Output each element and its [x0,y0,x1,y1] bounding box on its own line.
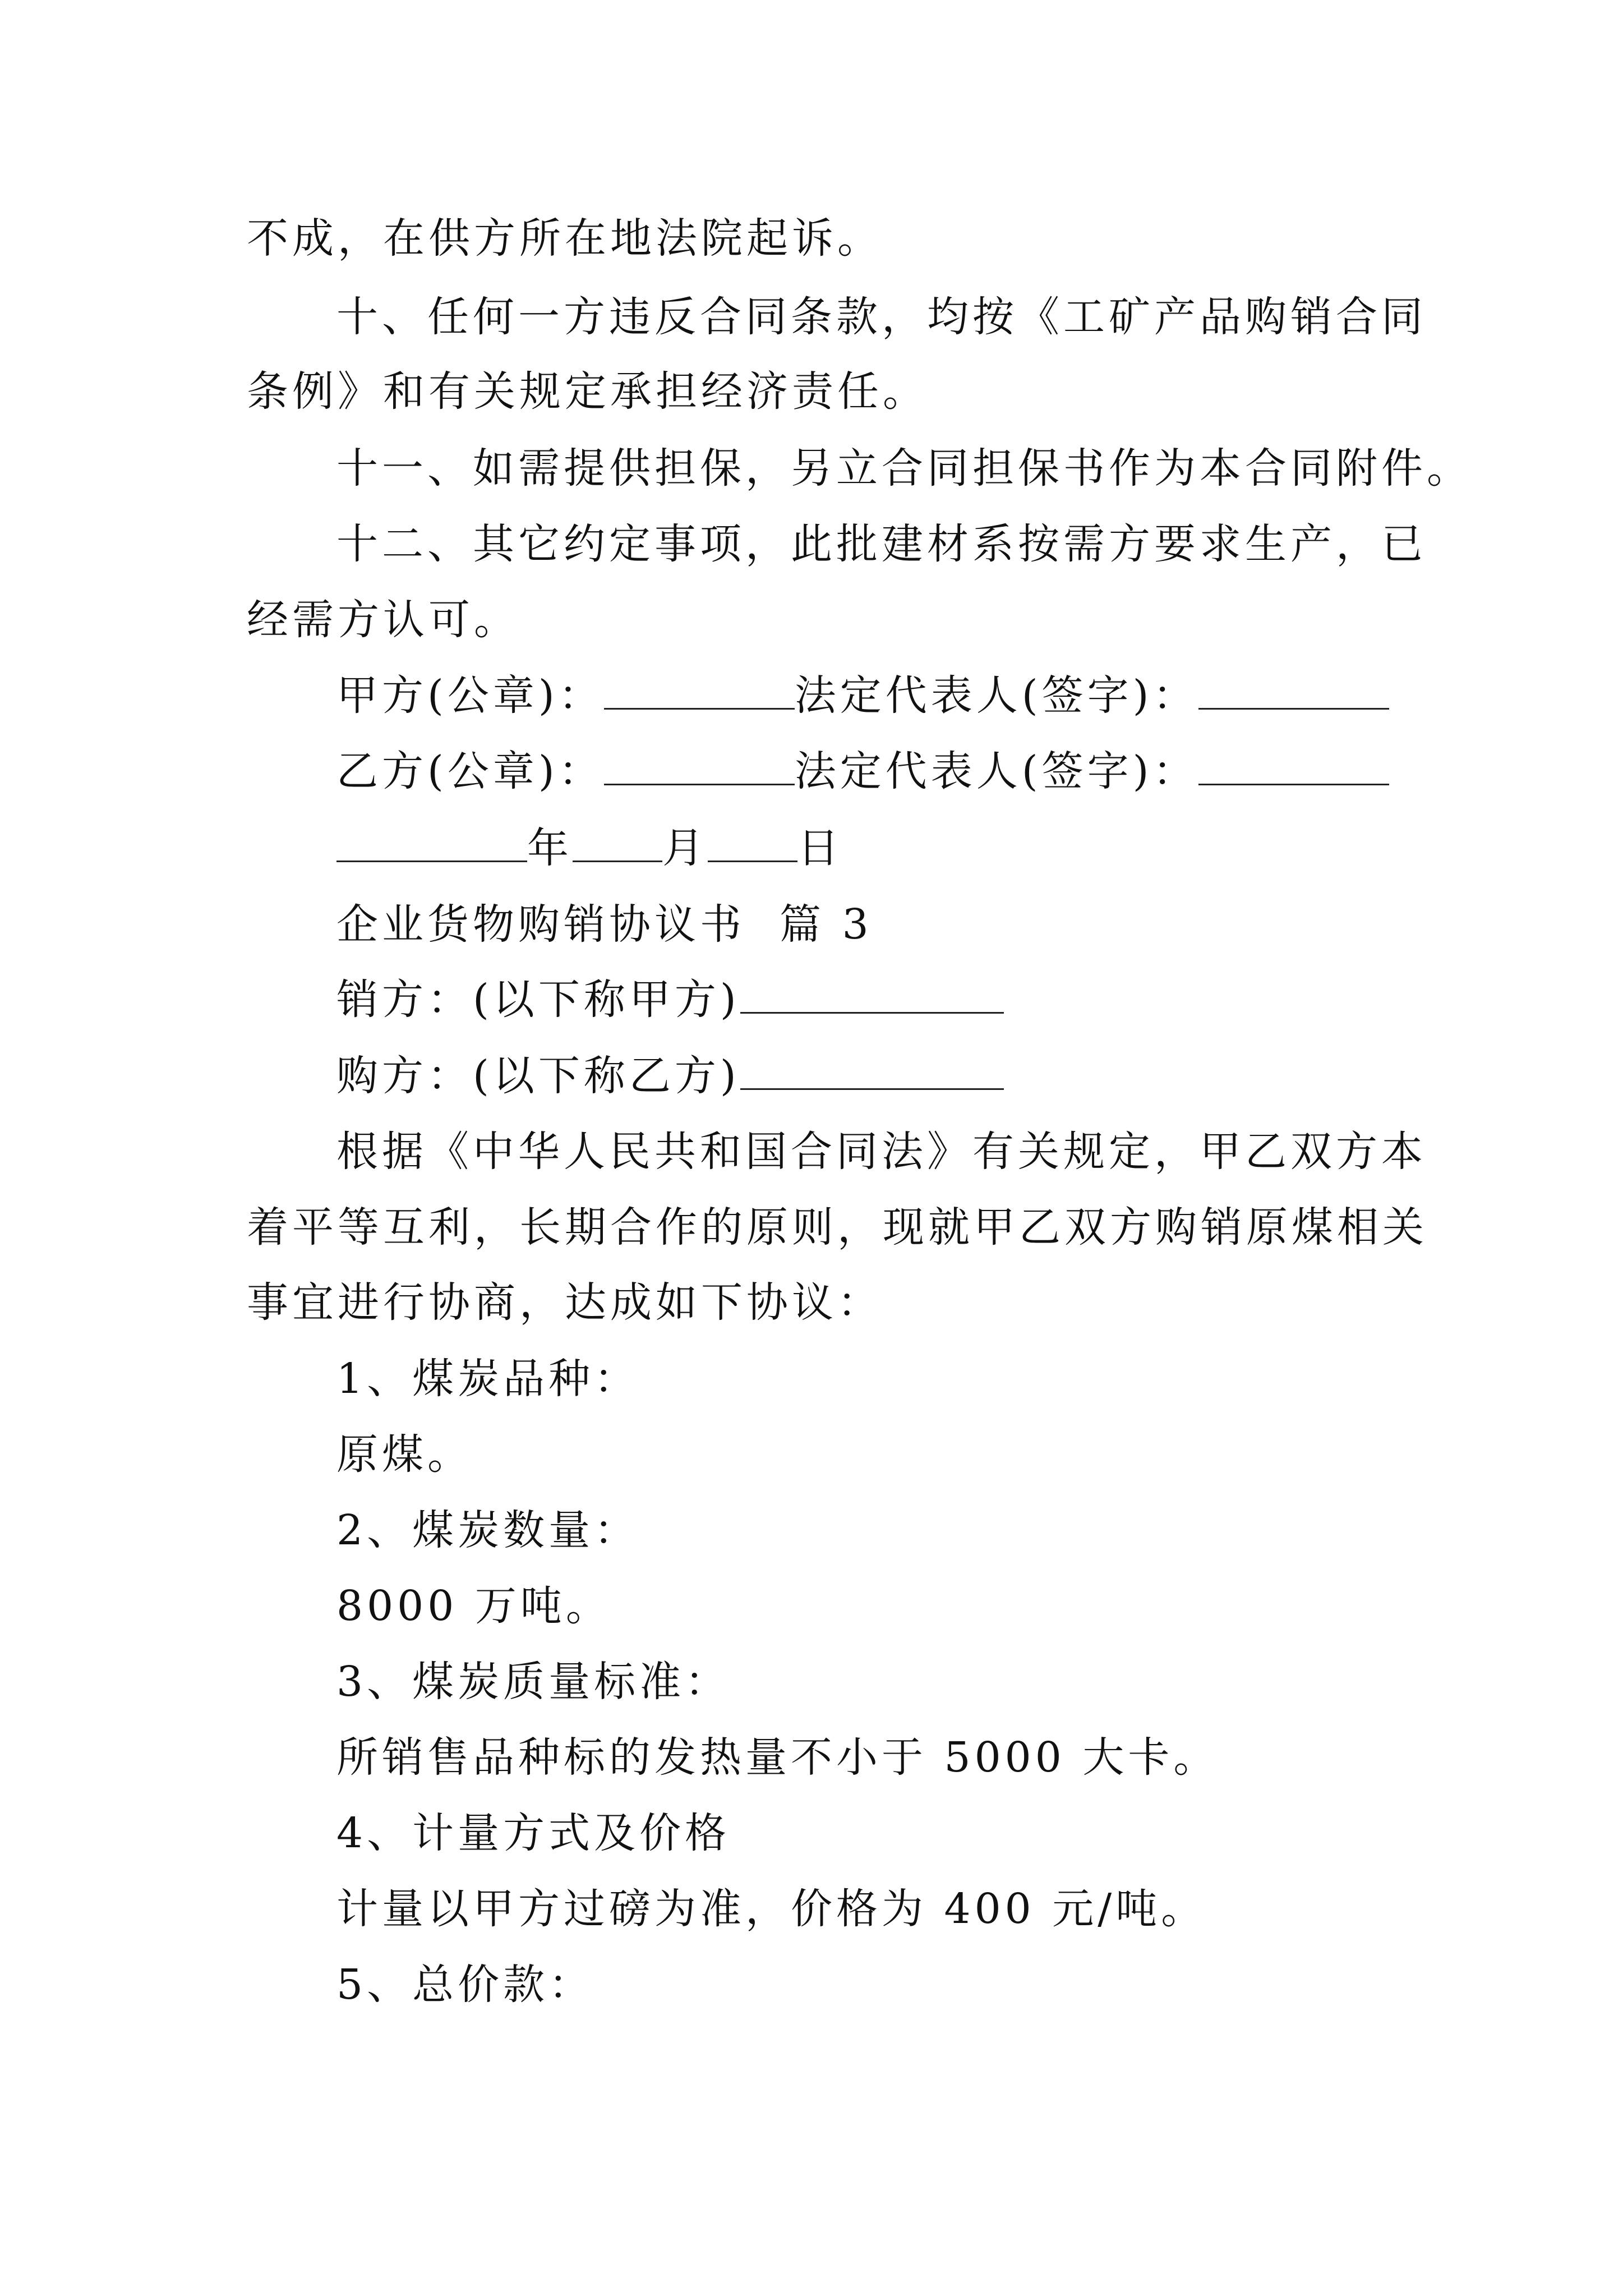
day-blank [708,825,797,862]
party-b-seal-label: 乙方(公章)： [336,747,604,795]
date-line [336,820,843,876]
text-line: 十一、如需提供担保，另立合同担保书作为本合同附件。 [336,444,1472,493]
item-line: 4、计量方式及价格 [336,1809,731,1857]
legal-rep-blank [1198,672,1389,710]
body-line: 根据《中华人民共和国合同法》有关规定，甲乙双方本 [336,1128,1427,1176]
party-a-seal-blank [604,672,795,710]
signature-line-party-a [336,668,1389,724]
item-line: 2、煤炭数量： [336,1506,640,1554]
seller-label: 销方：(以下称甲方) [336,976,740,1024]
month-blank [573,825,662,862]
month-label: 月 [662,824,708,872]
legal-rep-label: 法定代表人(签字)： [794,671,1198,720]
item-line: 3、煤炭质量标准： [336,1658,731,1706]
party-b-seal-blank [604,748,795,785]
text-line: 十、任何一方违反合同条款，均按《工矿产品购销合同 [336,293,1427,341]
seller-blank [740,976,1004,1014]
text-line: 经需方认可。 [247,596,519,644]
text-line: 十二、其它约定事项，此批建材系按需方要求生产，已 [336,520,1427,568]
item-line: 5、总价款： [336,1961,594,2009]
day-label: 日 [797,824,843,872]
party-a-seal-label: 甲方(公章)： [336,671,604,720]
signature-line-party-b [336,743,1389,799]
year-label: 年 [527,824,573,872]
item-line: 1、煤炭品种： [336,1355,640,1403]
legal-rep-blank [1198,748,1389,785]
item-line: 计量以甲方过磅为准，价格为 400 元/吨。 [336,1885,1207,1933]
seller-line [336,972,1004,1028]
year-blank [336,825,527,862]
item-line: 8000 万吨。 [336,1582,611,1630]
buyer-label: 购方：(以下称乙方) [336,1052,740,1100]
body-line: 着平等互利，长期合作的原则，现就甲乙双方购销原煤相关 [247,1203,1428,1251]
text-line: 不成，在供方所在地法院起诉。 [247,214,883,263]
item-line: 原煤。 [336,1430,473,1479]
buyer-line [336,1048,1004,1104]
item-line: 所销售品种标的发热量不小于 5000 大卡。 [336,1733,1219,1782]
section-title: 企业货物购销协议书 篇 3 [336,900,873,949]
body-line: 事宜进行协商，达成如下协议： [247,1278,883,1327]
legal-rep-label: 法定代表人(签字)： [794,747,1198,795]
buyer-blank [740,1052,1004,1090]
text-line: 条例》和有关规定承担经济责任。 [247,367,928,416]
